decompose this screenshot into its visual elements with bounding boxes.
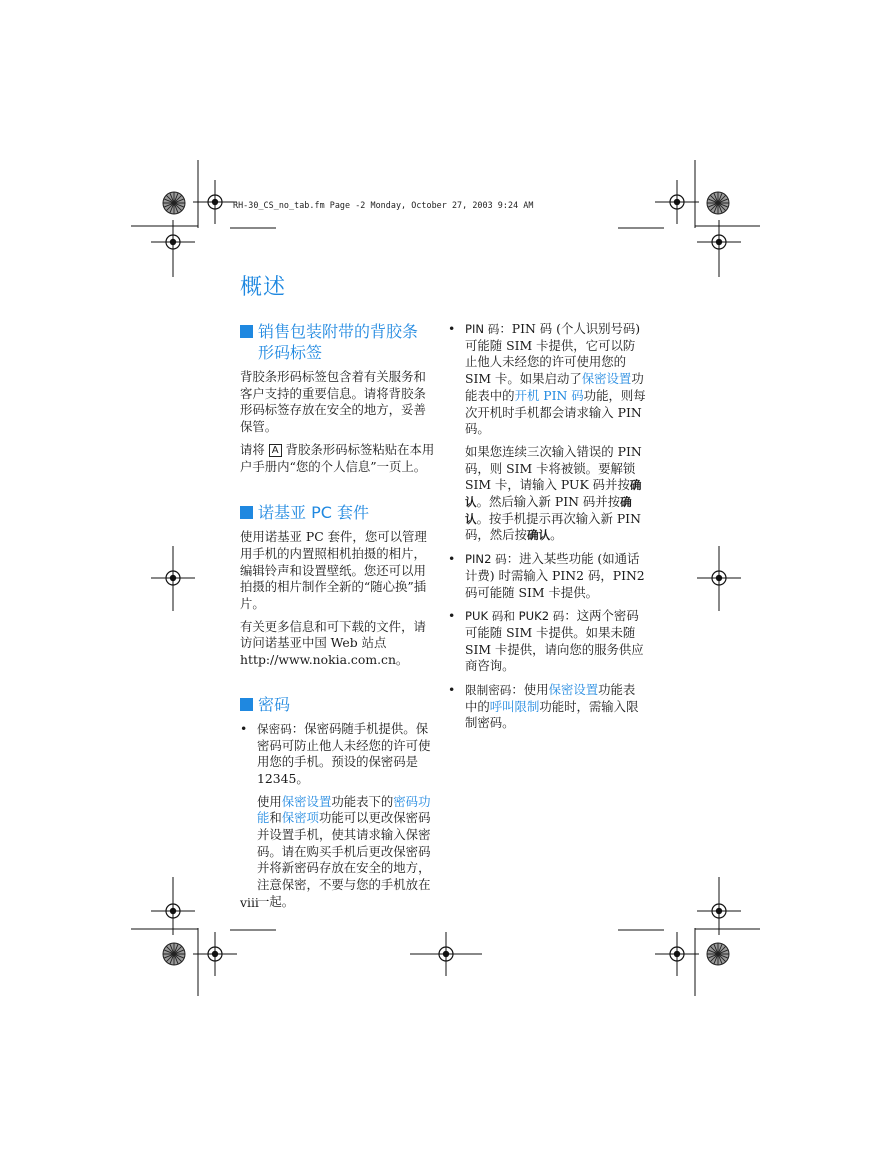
menu-reference-link: 密码功能	[257, 793, 431, 826]
paragraph: 使用诺基亚 PC 套件，您可以管理用手机的内置照相机拍摄的相片，编辑铃声和设置壁纸。您还可以用拍摄的相片制作全新的“随心换”插片。	[240, 529, 427, 612]
right-column	[448, 321, 646, 739]
list-item-puk: • PUK 码和 PUK2 码：这两个密码可能随 SIM 卡提供。如果未随 SIM 卡提供，请向您的服务供应商咨询。	[448, 608, 646, 675]
menu-reference-link: 开机 PIN 码	[514, 387, 584, 403]
page-number: viii	[240, 895, 259, 910]
list-item-barring-password: • 限制密码：使用保密设置功能表中的呼叫限制功能时，需输入限制密码。	[448, 682, 646, 732]
list-item-pin: • PIN 码：PIN 码 (个人识别号码) 可能随 SIM 卡提供，它可以防止他人未经您的许可使用您的 SIM 卡。如果启动了保密设置功能表中的开机 PIN 码功能，则每次开机时手机都会请求输入 PIN 码。 如果您连续三次输入错误的 PIN 码，则 SIM 卡将被锁。要解锁 SIM 卡，请输入 PUK 码并按确认。然后输入新 PIN 码并按确认。按手机提示再次输入新 PIN 码，然后按确认。	[448, 321, 646, 544]
password-list	[240, 721, 436, 911]
paragraph: 背胶条形码标签包含着有关服务和客户支持的重要信息。请将背胶条形码标签存放在安全的地方，妥善保管。	[240, 369, 426, 435]
label-a-box-icon: A	[269, 444, 282, 457]
list-item-pin2: • PIN2 码：进入某些功能 (如通话计费) 时需输入 PIN2 码，PIN2 码可能随 SIM 卡提供。	[448, 551, 646, 601]
page-title: 概述	[240, 275, 287, 300]
menu-reference-link: 保密设置	[548, 682, 599, 698]
code-list	[448, 321, 646, 732]
heading-square-icon	[240, 325, 253, 338]
paragraph: 请将 A 背胶条形码标签粘贴在本用户手册内“您的个人信息”一页上。	[240, 441, 435, 474]
list-item: • 保密码：保密码随手机提供。保密码可防止他人未经您的许可使用您的手机。预设的保密码是 12345。 使用保密设置功能表下的密码功能和保密项功能可以更改保密码并设置手机，使其请求输入保密码。请在购买手机后更改保密码并将新密码存放在安全的地方，注意保密，不要与您的手机放在一起。	[240, 721, 436, 911]
left-column	[240, 321, 436, 918]
menu-reference-link: 保密设置	[581, 371, 632, 387]
file-header: RH-30_CS_no_tab.fm Page -2 Monday, October 27, 2003 9:24 AM	[233, 200, 534, 210]
section-heading-pc-suite: 诺基亚 PC 套件	[240, 502, 436, 523]
section-heading-passwords: 密码	[240, 694, 436, 715]
registration-star-icon	[707, 943, 729, 965]
registration-star-icon	[707, 192, 729, 214]
section-heading-barcode: 销售包装附带的背胶条 形码标签	[240, 321, 436, 363]
heading-square-icon	[240, 506, 253, 519]
registration-star-icon	[163, 943, 185, 965]
menu-reference-link: 呼叫限制	[489, 698, 540, 714]
registration-target-icon	[655, 180, 699, 224]
registration-target-icon	[193, 932, 237, 976]
paragraph: 有关更多信息和可下载的文件，请访问诺基亚中国 Web 站点 http://www.nokia.com.cn。	[240, 618, 426, 668]
heading-square-icon	[240, 698, 253, 711]
menu-reference-link: 保密项	[281, 810, 319, 826]
registration-target-icon	[193, 180, 237, 224]
menu-reference-link: 保密设置	[281, 793, 332, 809]
registration-star-icon	[163, 192, 185, 214]
registration-target-icon	[655, 932, 699, 976]
